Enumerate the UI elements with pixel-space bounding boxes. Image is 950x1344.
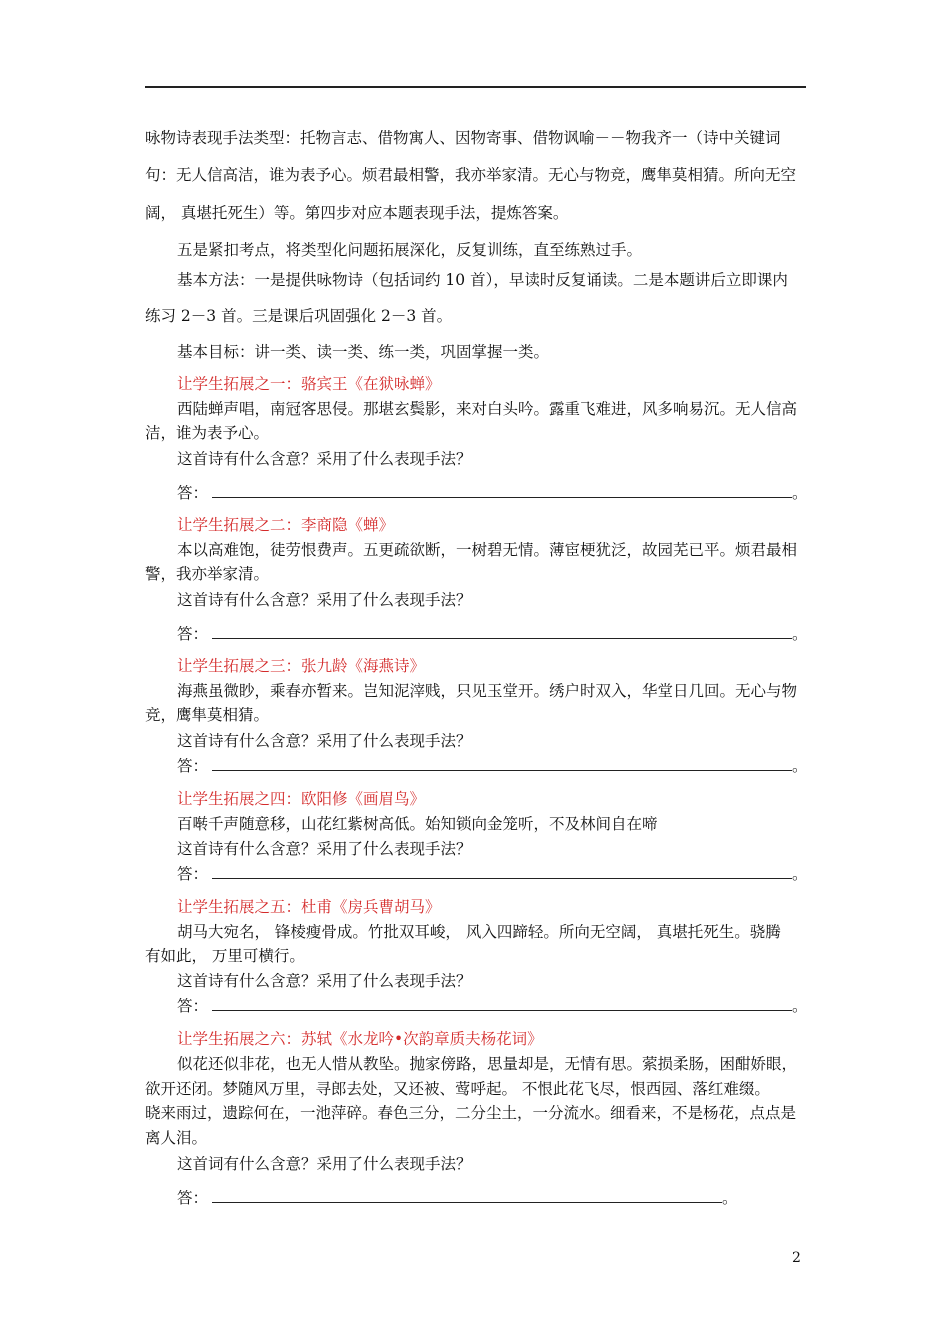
answer-line[interactable] [177, 994, 808, 1018]
answer-blank[interactable] [212, 863, 792, 879]
poem-line: 离人泪。 [145, 1129, 208, 1147]
exercise-heading: 让学生拓展之六：苏轼《水龙吟•次韵章质夫杨花词》 [177, 1030, 543, 1048]
answer-blank[interactable] [212, 995, 792, 1011]
question-text: 这首诗有什么含意？采用了什么表现手法？ [177, 840, 472, 858]
answer-line[interactable] [177, 862, 808, 886]
header-rule [145, 86, 806, 88]
exercise-heading: 让学生拓展之三：张九龄《海燕诗》 [177, 657, 426, 675]
poem-line: 本以高难饱，徒劳恨费声。五更疏欲断，一树碧无情。薄宦梗犹泛，故园芜已平。烦君最相 [177, 541, 798, 559]
answer-line[interactable] [177, 754, 808, 778]
answer-blank[interactable] [212, 623, 792, 639]
answer-line[interactable] [177, 622, 808, 646]
answer-end: 。 [722, 1189, 738, 1207]
answer-label: 答： [177, 865, 209, 883]
answer-end: 。 [792, 625, 808, 643]
exercise-heading: 让学生拓展之五：杜甫《房兵曹胡马》 [177, 898, 441, 916]
answer-label: 答： [177, 1189, 209, 1207]
page-number: 2 [792, 1250, 801, 1266]
exercise-heading: 让学生拓展之一：骆宾王《在狱咏蝉》 [177, 375, 441, 393]
poem-line: 欲开还闭。梦随风万里，寻郎去处，又还被、莺呼起。 不恨此花飞尽，恨西园、落红难缀。 [145, 1080, 770, 1098]
poem-line: 西陆蝉声唱，南冠客思侵。那堪玄鬓影，来对白头吟。露重飞难进，风多响易沉。无人信高 [177, 400, 798, 418]
poem-line: 有如此， 万里可横行。 [145, 947, 305, 965]
method-line-1: 基本方法：一是提供咏物诗（包括词约 10 首），早读时反复诵读。二是本题讲后立即课内 [177, 271, 788, 289]
question-text: 这首诗有什么含意？采用了什么表现手法？ [177, 732, 472, 750]
poem-line: 百啭千声随意移，山花红紫树高低。始知锁向金笼听，不及林间自在啼 [177, 815, 658, 833]
question-text: 这首诗有什么含意？采用了什么表现手法？ [177, 591, 472, 609]
answer-label: 答： [177, 997, 209, 1015]
answer-blank[interactable] [212, 1187, 722, 1203]
method-line-2: 练习 2－3 首。三是课后巩固强化 2－3 首。 [145, 307, 453, 325]
poem-line: 似花还似非花，也无人惜从教坠。抛家傍路，思量却是，无情有思。萦损柔肠，困酣娇眼， [177, 1055, 798, 1073]
answer-label: 答： [177, 625, 209, 643]
question-text: 这首诗有什么含意？采用了什么表现手法？ [177, 972, 472, 990]
answer-line[interactable] [177, 1186, 738, 1210]
intro-line-3: 阔， 真堪托死生）等。第四步对应本题表现手法，提炼答案。 [145, 204, 569, 222]
poem-line: 海燕虽微眇，乘春亦暂来。岂知泥滓贱，只见玉堂开。绣户时双入，华堂日几回。无心与物 [177, 682, 798, 700]
answer-blank[interactable] [212, 755, 792, 771]
poem-line: 警，我亦举家清。 [145, 565, 270, 583]
question-text: 这首诗有什么含意？采用了什么表现手法？ [177, 450, 472, 468]
intro-line-1: 咏物诗表现手法类型：托物言志、借物寓人、因物寄事、借物讽喻－－物我齐一（诗中关键词 [145, 129, 781, 147]
answer-blank[interactable] [212, 482, 792, 498]
poem-line: 晓来雨过，遗踪何在，一池萍碎。春色三分，二分尘土，一分流水。细看来，不是杨花，点点是 [145, 1104, 797, 1122]
poem-line: 胡马大宛名， 锋棱瘦骨成。竹批双耳峻， 风入四蹄轻。所向无空阔， 真堪托死生。骁腾 [177, 923, 781, 941]
intro-line-2: 句：无人信高洁，谁为表予心。烦君最相警，我亦举家清。无心与物竞，鹰隼莫相猜。所向无空 [145, 166, 797, 184]
goal-text: 基本目标：讲一类、读一类、练一类，巩固掌握一类。 [177, 343, 550, 361]
answer-end: 。 [792, 757, 808, 775]
answer-label: 答： [177, 484, 209, 502]
poem-line: 洁，谁为表予心。 [145, 424, 270, 442]
step-five: 五是紧扣考点，将类型化问题拓展深化，反复训练，直至练熟过手。 [177, 241, 643, 259]
answer-line[interactable] [177, 481, 808, 505]
answer-end: 。 [792, 997, 808, 1015]
exercise-heading: 让学生拓展之四：欧阳修《画眉鸟》 [177, 790, 426, 808]
question-text: 这首词有什么含意？采用了什么表现手法？ [177, 1155, 472, 1173]
exercise-heading: 让学生拓展之二：李商隐《蝉》 [177, 516, 395, 534]
answer-label: 答： [177, 757, 209, 775]
answer-end: 。 [792, 484, 808, 502]
answer-end: 。 [792, 865, 808, 883]
poem-line: 竞，鹰隼莫相猜。 [145, 706, 270, 724]
